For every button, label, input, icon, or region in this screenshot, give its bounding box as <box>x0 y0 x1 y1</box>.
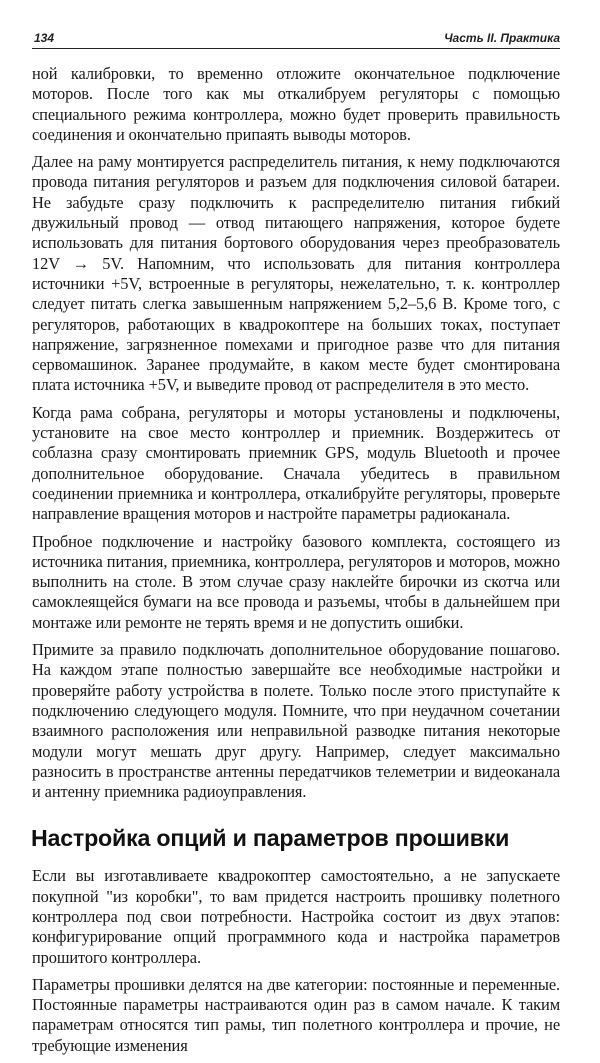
paragraph-power-distributor: Далее на раму монтируется распределитель питания, к нему подключаются провода питания регуляторов и разъем для подключения силовой батареи. Не забудьте сразу подключить к распределителю питания гибкий двужильный провод — отвод питающего напряжения, которое будете использовать для питания бортового оборудования через преобразователь 12V → 5V. Напомним, что использовать для питания контроллера источники +5V, встроенные в регуляторы, нежелательно, т. к. контроллер следует питать слегка завышенным напряжением 5,2–5,6 В. Кроме того, с регуляторов, работающих в квадрокоптере на больших токах, поступает напряжение, загрязненное помехами и пригодное разве что для питания сервомашинок. Заранее продумайте, в каком месте будет смонтирована плата источника +5V, и выведите провод от распределителя в это место. <box>32 152 560 395</box>
paragraph-test-connection: Пробное подключение и настройку базового комплекта, состоящего из источника питания, приемника, контроллера, регуляторов и моторов, можно выполнить на столе. В этом случае сразу наклейте бирочки из скотча или самоклеящейся бумаги на все провода и разъемы, чтобы в дальнейшем при монтаже или ремонте не терять время и не допустить ошибки. <box>32 531 560 632</box>
paragraph-continued: ной калибровки, то временно отложите окончательное подключение моторов. После того как мы откалибруем регуляторы с помощью специального режима контроллера, можно будет проверить правильность соединения и окончательно припаять выводы моторов. <box>32 64 560 144</box>
paragraph-stepwise-rule: Примите за правило подключать дополнительное оборудование пошагово. На каждом этапе полностью завершайте все необходимые настройки и проверяйте работу устройства в полете. Только после этого приступайте к подключению следующего модуля. Помните, что при неудачном сочетании взаимного расположения или неправильной разводке питания некоторые модули могут мешать друг другу. Например, следует максимально разносить в пространстве антенны передатчиков телеметрии и видеоканала и антенну приемника радиоуправления. <box>32 640 560 802</box>
section-heading: Настройка опций и параметров прошивки <box>31 825 510 852</box>
page-number: 134 <box>34 31 55 45</box>
paragraph-controller-receiver: Когда рама собрана, регуляторы и моторы установлены и подключены, установите на свое место контроллер и приемник. Воздержитесь от соблазна сразу смонтировать приемник GPS, модуль Bluetooth и прочее дополнительное оборудование. Сначала убедитесь в правильном соединении приемника и контроллера, откалибруйте регуляторы, проверьте направление вращения моторов и настройте параметры радиоканала. <box>32 402 560 524</box>
part-title: Часть II. Практика <box>444 31 560 45</box>
running-header <box>32 28 560 49</box>
paragraph-firmware-setup: Если вы изготавливаете квадрокоптер самостоятельно, а не запускаете покупной "из коробки", то вам придется настроить прошивку полетного контроллера под свои потребности. Настройка состоит из двух этапов: конфигурирование опций программного кода и настройка параметров прошитого контроллера. <box>32 866 560 967</box>
paragraph-parameter-categories: Параметры прошивки делятся на две категории: постоянные и переменные. Постоянные параметры настраиваются один раз в самом начале. К таким параметрам относятся тип рамы, тип полетного контроллера и прочие, не требующие изменения <box>32 974 560 1055</box>
page-body <box>32 64 560 1063</box>
